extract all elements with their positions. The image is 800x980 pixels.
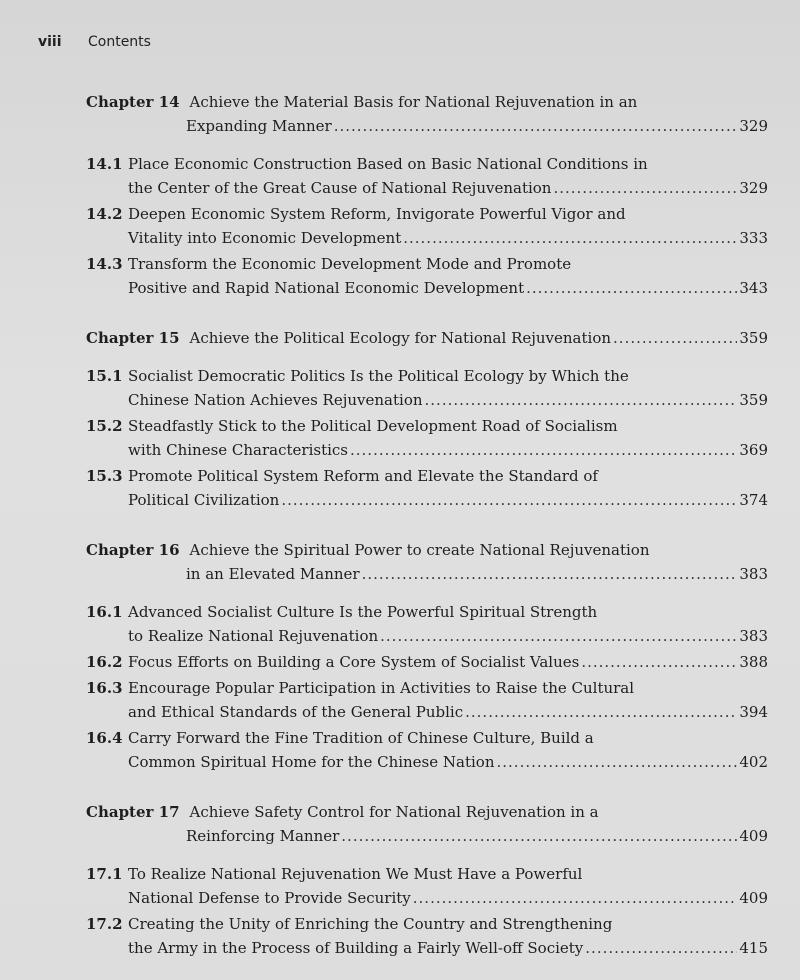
chapter-heading-cont — [86, 114, 768, 138]
section-title: Place Economic Construction Based on Basic National Conditions in — [128, 155, 648, 173]
section-number: 14.3 — [86, 255, 123, 273]
toc-section — [86, 152, 768, 200]
chapter-label: Chapter 17 — [86, 803, 180, 821]
section-title: Carry Forward the Fine Tradition of Chinese Culture, Build a — [128, 729, 594, 747]
dot-leader — [281, 488, 737, 512]
spacer — [86, 774, 768, 790]
spacer — [86, 350, 768, 362]
section-line — [86, 600, 768, 624]
dot-leader — [553, 176, 737, 200]
dot-leader — [425, 388, 738, 412]
section-line-cont — [86, 276, 768, 300]
section-title-cont: National Defense to Provide Security — [128, 889, 411, 907]
section-page: 359 — [739, 391, 768, 409]
toc-chapter — [86, 326, 768, 528]
section-line — [86, 862, 768, 886]
section-title-cont: Common Spiritual Home for the Chinese Nation — [128, 753, 495, 771]
chapter-page: 359 — [739, 329, 768, 347]
section-line — [86, 464, 768, 488]
toc-chapter — [86, 538, 768, 790]
section-line-cont — [86, 388, 768, 412]
section-title: Promote Political System Reform and Elevate the Standard of — [128, 467, 598, 485]
toc-section — [86, 676, 768, 724]
spacer — [86, 848, 768, 860]
chapter-page: 383 — [739, 565, 768, 583]
section-title-cont: the Army in the Process of Building a Fairly Well-off Society — [128, 939, 584, 957]
table-of-contents — [86, 90, 768, 970]
toc-chapter — [86, 90, 768, 316]
section-line-cont — [86, 936, 768, 960]
dot-leader — [585, 936, 737, 960]
section-number: 16.4 — [86, 729, 123, 747]
section-number: 15.3 — [86, 467, 123, 485]
chapter-title: Achieve the Spiritual Power to create National Rejuvenation — [189, 541, 650, 559]
toc-section — [86, 650, 768, 674]
chapter-page: 409 — [739, 827, 768, 845]
spacer — [86, 300, 768, 316]
chapter-title: Achieve Safety Control for National Rejuvenation in a — [189, 803, 599, 821]
section-title-cont: Political Civilization — [128, 491, 280, 509]
section-title-cont: Positive and Rapid National Economic Development — [128, 279, 525, 297]
toc-section — [86, 600, 768, 648]
chapter-heading — [86, 90, 768, 114]
section-line — [86, 152, 768, 176]
page-number: viii — [38, 34, 62, 50]
section-line — [86, 202, 768, 226]
section-title-cont: Chinese Nation Achieves Rejuvenation — [128, 391, 423, 409]
section-number: 16.2 — [86, 653, 123, 671]
section-line — [86, 364, 768, 388]
section-title-cont: to Realize National Rejuvenation — [128, 627, 379, 645]
section-line-cont — [86, 176, 768, 200]
dot-leader — [413, 886, 738, 910]
toc-section — [86, 252, 768, 300]
chapter-title: Achieve the Political Ecology for National Rejuvenation — [189, 329, 612, 347]
section-title: Creating the Unity of Enriching the Country and Strengthening — [128, 915, 613, 933]
chapter-title-cont: Expanding Manner — [186, 117, 332, 135]
toc-section — [86, 414, 768, 462]
chapter-page: 329 — [739, 117, 768, 135]
toc-section — [86, 464, 768, 512]
section-page: 333 — [739, 229, 768, 247]
section-number: 17.2 — [86, 915, 123, 933]
section-title: Steadfastly Stick to the Political Development Road of Socialism — [128, 417, 618, 435]
chapter-title-cont: in an Elevated Manner — [186, 565, 360, 583]
section-line-cont — [86, 750, 768, 774]
toc-section — [86, 364, 768, 412]
section-line-cont — [86, 624, 768, 648]
chapter-label: Chapter 14 — [86, 93, 180, 111]
section-number: 17.1 — [86, 865, 123, 883]
chapter-label: Chapter 16 — [86, 541, 180, 559]
running-head — [38, 34, 151, 50]
spacer — [86, 512, 768, 528]
chapter-heading — [86, 538, 768, 562]
spacer — [86, 586, 768, 598]
section-number: 16.3 — [86, 679, 123, 697]
toc-section — [86, 912, 768, 960]
dot-leader — [526, 276, 737, 300]
section-page: 369 — [739, 441, 768, 459]
section-number: 14.1 — [86, 155, 123, 173]
section-line — [86, 252, 768, 276]
section-page: 383 — [739, 627, 768, 645]
section-line-cont — [86, 886, 768, 910]
section-page: 388 — [739, 653, 768, 671]
section-line — [86, 912, 768, 936]
dot-leader — [334, 114, 738, 138]
dot-leader — [581, 650, 737, 674]
section-page: 343 — [739, 279, 768, 297]
section-number: 15.1 — [86, 367, 123, 385]
section-title: Encourage Popular Participation in Activities to Raise the Cultural — [128, 679, 635, 697]
chapter-title-cont: Reinforcing Manner — [186, 827, 340, 845]
chapter-label: Chapter 15 — [86, 329, 180, 347]
dot-leader — [465, 700, 737, 724]
section-title: Deepen Economic System Reform, Invigorate Powerful Vigor and — [128, 205, 626, 223]
section-title-cont: the Center of the Great Cause of National Rejuvenation — [128, 179, 552, 197]
dot-leader — [403, 226, 737, 250]
section-title: Advanced Socialist Culture Is the Powerful Spiritual Strength — [128, 603, 598, 621]
section-line-cont — [86, 438, 768, 462]
section-number: 14.2 — [86, 205, 123, 223]
chapter-heading — [86, 800, 768, 824]
section-title: Focus Efforts on Building a Core System of Socialist Values — [128, 653, 580, 671]
section-line-cont — [86, 226, 768, 250]
toc-section — [86, 202, 768, 250]
section-line — [86, 676, 768, 700]
dot-leader — [613, 326, 737, 350]
toc-chapter — [86, 800, 768, 960]
section-number: 16.1 — [86, 603, 123, 621]
section-title-cont: and Ethical Standards of the General Public — [128, 703, 464, 721]
dot-leader — [362, 562, 738, 586]
section-line-cont — [86, 700, 768, 724]
chapter-heading-cont — [86, 562, 768, 586]
chapter-title: Achieve the Material Basis for National Rejuvenation in an — [189, 93, 638, 111]
dot-leader — [380, 624, 737, 648]
section-title: To Realize National Rejuvenation We Must Have a Powerful — [128, 865, 583, 883]
section-page: 415 — [739, 939, 768, 957]
dot-leader — [350, 438, 737, 462]
section-number: 15.2 — [86, 417, 123, 435]
toc-section — [86, 862, 768, 910]
section-page: 374 — [739, 491, 768, 509]
section-line — [86, 726, 768, 750]
section-page: 402 — [739, 753, 768, 771]
spacer — [86, 138, 768, 150]
dot-leader — [497, 750, 738, 774]
toc-section — [86, 726, 768, 774]
section-page: 329 — [739, 179, 768, 197]
section-title-cont: Vitality into Economic Development — [128, 229, 402, 247]
section-title: Socialist Democratic Politics Is the Political Ecology by Which the — [128, 367, 629, 385]
section-line-cont — [86, 488, 768, 512]
section-page: 394 — [739, 703, 768, 721]
section-page: 409 — [739, 889, 768, 907]
section-title: Transform the Economic Development Mode and Promote — [128, 255, 572, 273]
section-line — [86, 650, 768, 674]
chapter-heading-cont — [86, 824, 768, 848]
section-line — [86, 414, 768, 438]
chapter-heading — [86, 326, 768, 350]
section-title-cont: with Chinese Characteristics — [128, 441, 348, 459]
dot-leader — [341, 824, 737, 848]
running-head-title: Contents — [87, 34, 151, 50]
